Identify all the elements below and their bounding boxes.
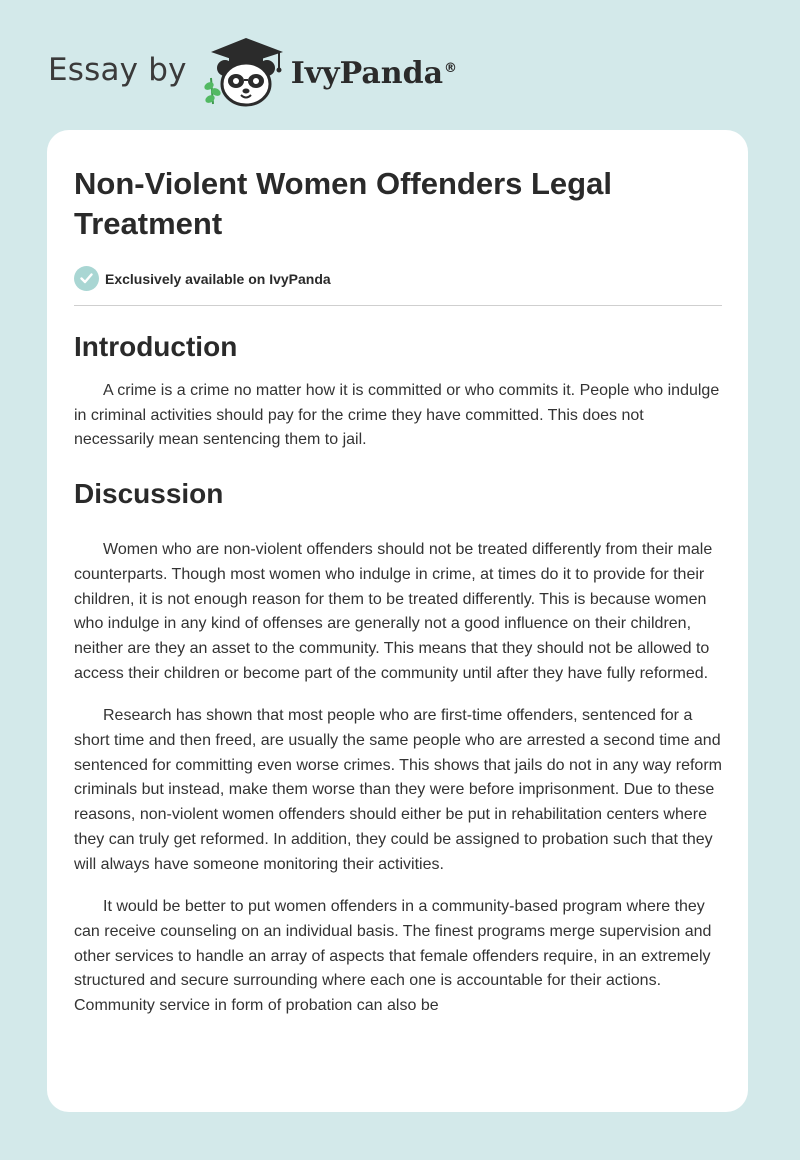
brand-name: IvyPanda® — [290, 55, 458, 91]
intro-paragraph: A crime is a crime no matter how it is committed or who commits it. People who indulge in criminal activities should pay for the crime they have committed. This does not necessarily mean sentencing them to jail. — [74, 382, 720, 449]
site-header — [48, 34, 457, 110]
registered-mark: ® — [444, 60, 458, 76]
section-heading-discussion: Discussion — [74, 478, 224, 510]
discussion-paragraph-1: Women who are non-violent offenders should not be treated differently from their male counterparts. Though most women who indulge in crime, at times do it to provide for their children, it is not enough reason for them to be treated differently. This is because women who indulge in any kind of offenses are generally not a good influence on their children, neither are they an asset to the community. This means that they should not be allowed to access their children or become part of the community until after they have fully reformed. — [74, 541, 713, 682]
discussion-paragraph-2: Research has shown that most people who are first-time offenders, sentenced for a short time and then freed, are usually the same people who are arrested a second time and sentenced for committing even worse crimes. This shows that jails do not in any way reform criminals but instead, make them worse than they were before imprisonment. Due to these reasons, non-violent women offenders should either be put in rehabilitation centers where they can truly get reformed. In addition, they could be assigned to probation such that they will always have someone monitoring their activities. — [74, 707, 722, 873]
checkmark-icon — [74, 266, 99, 291]
section-heading-introduction: Introduction — [74, 331, 238, 362]
divider — [74, 305, 722, 306]
ivypanda-logo[interactable] — [201, 34, 457, 110]
badge-text: Exclusively available on IvyPanda — [105, 270, 331, 287]
essay-by-label: Essay by — [48, 52, 187, 88]
discussion-paragraph-3: It would be better to put women offenders in a community-based program where they can receive counseling on an individual basis. The finest programs merge supervision and other services to handle an array of aspects that female offenders require, in an extremely structured and secure surrounding where each one is accountable for their actions. Community service in form of probation can also be — [74, 898, 712, 1015]
essay-title: Non-Violent Women Offenders Legal Treatment — [74, 166, 612, 241]
essay-card — [47, 130, 748, 1112]
panda-mascot-icon — [201, 34, 287, 110]
exclusive-badge — [74, 266, 722, 291]
